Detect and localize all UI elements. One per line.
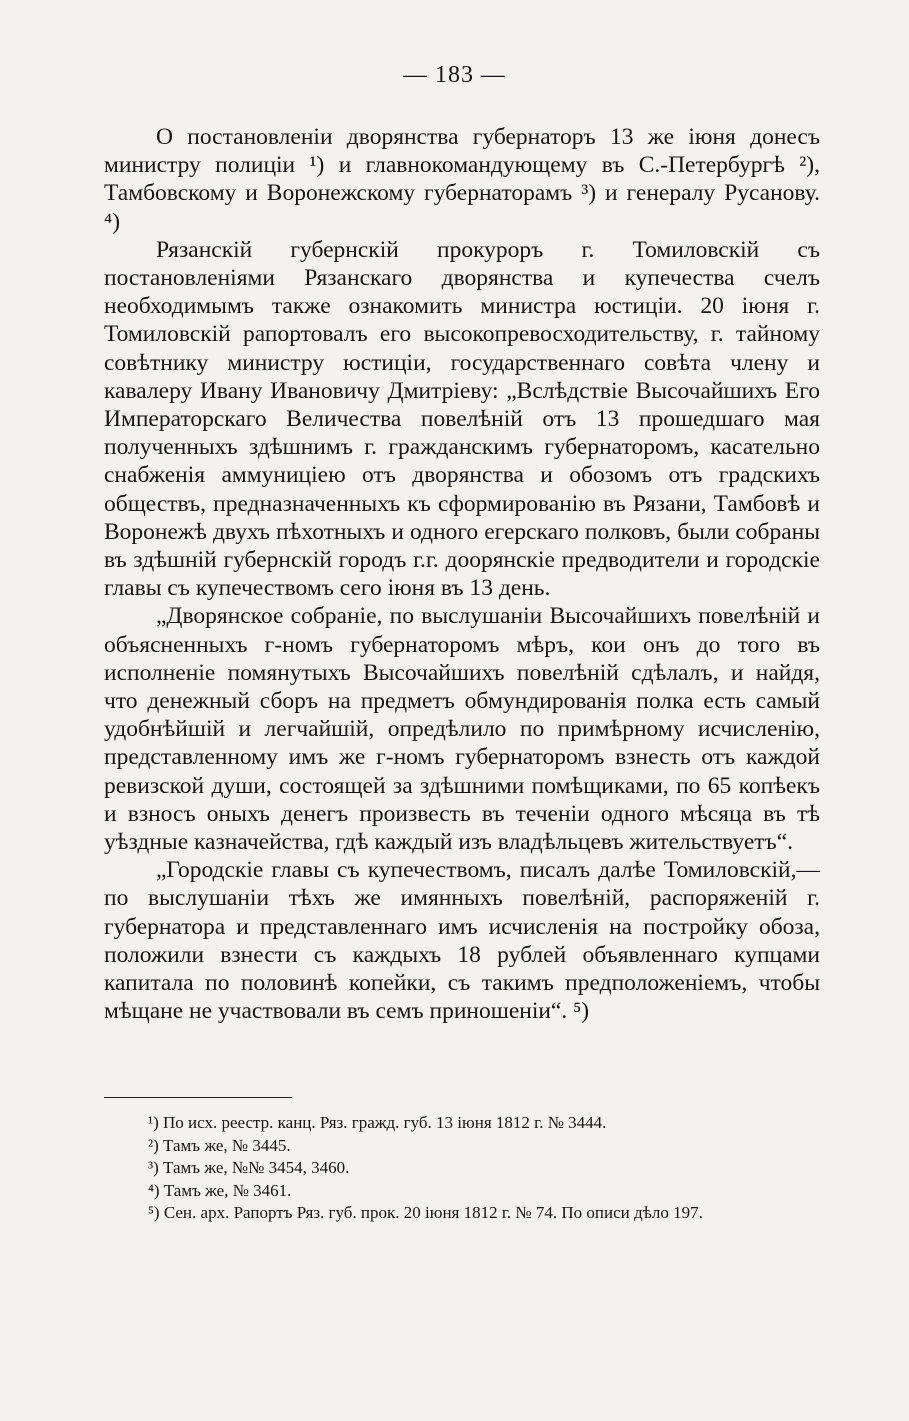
footnote-3: ³) Тамъ же, №№ 3454, 3460. bbox=[148, 1158, 350, 1177]
footnote-2: ²) Тамъ же, № 3445. bbox=[148, 1135, 291, 1155]
paragraph-4: „Городскіе главы съ купечествомъ, писалъ далѣе Томиловскій,—по выслушаніи тѣхъ же имянныхъ повелѣній, распоряженій г. губернатора и представленнаго имъ исчисленія на постройку обоза, положили взнести съ каждыхъ 18 рублей объявленнаго купцами капитала по половинѣ копейки, съ такимъ предположеніемъ, чтобы мѣщане не участвовали въ семъ приношеніи“. ⁵) bbox=[104, 857, 820, 1025]
paragraph-1: О постановленіи дворянства губернаторъ 13 же іюня донесъ министру полиціи ¹) и главнокомандующему въ С.-Петербургѣ ²), Тамбовскому и Воронежскому губернаторамъ ³) и генералу Русанову. ⁴) bbox=[104, 124, 820, 235]
page-number: — 183 — bbox=[403, 62, 506, 88]
footnote-4: ⁴) Тамъ же, № 3461. bbox=[148, 1180, 292, 1200]
footnotes bbox=[104, 1112, 820, 1225]
footnote-divider bbox=[104, 1097, 292, 1098]
paragraph-2: Рязанскій губернскій прокуроръ г. Томиловскій съ постановленіями Рязанскаго дворянства и купечества счелъ необходимымъ также ознакомить министра юстиціи. 20 іюня г. Томиловскій рапортовалъ его высокопревосходительству, г. тайному совѣтнику министру юстиціи, государственнаго совѣта члену и кавалеру Ивану Ивановичу Дмитріеву: „Вслѣдствіе Высочайшихъ Его Императорскаго Величества повелѣній отъ 13 прошедшаго мая полученныхъ здѣшнимъ г. гражданскимъ губернаторомъ, касательно снабженія аммуниціею отъ дворянства и обозомъ отъ градскихъ обществъ, предназначенныхъ къ сформированію въ Рязани, Тамбовѣ и Воронежѣ двухъ пѣхотныхъ и одного егерскаго полковъ, были собраны въ здѣшній губернскій городъ г.г. доорянскіе предводители и городскіе главы съ купечествомъ сего іюня въ 13 день. bbox=[104, 236, 820, 602]
footnote-5: ⁵) Сен. арх. Рапортъ Ряз. губ. прок. 20 іюня 1812 г. № 74. По описи дѣло 197. bbox=[148, 1203, 703, 1222]
main-text bbox=[104, 123, 820, 1026]
paragraph-3: „Дворянское собраніе, по выслушаніи Высочайшихъ повелѣній и объясненныхъ г-номъ губернаторомъ мѣръ, кои онъ до того въ исполненіе помянутыхъ Высочайшихъ повелѣній сдѣлалъ, и найдя, что денежный сборъ на предметъ обмундированія полка есть самый удобнѣйшій и легчайшій, опредѣлило по примѣрному исчисленію, представленному имъ же г-номъ губернаторомъ взнесть отъ каждой ревизской души, состоящей за здѣшними помѣщиками, по 65 копѣекъ и взносъ оныхъ денегъ произвесть въ теченіи одного мѣсяца въ тѣ уѣздные казначейства, гдѣ каждый изъ владѣльцевъ жительствуетъ“. bbox=[104, 603, 820, 856]
footnote-1: ¹) По исх. реестр. канц. Ряз. гражд. губ. 13 іюня 1812 г. № 3444. bbox=[148, 1113, 607, 1132]
